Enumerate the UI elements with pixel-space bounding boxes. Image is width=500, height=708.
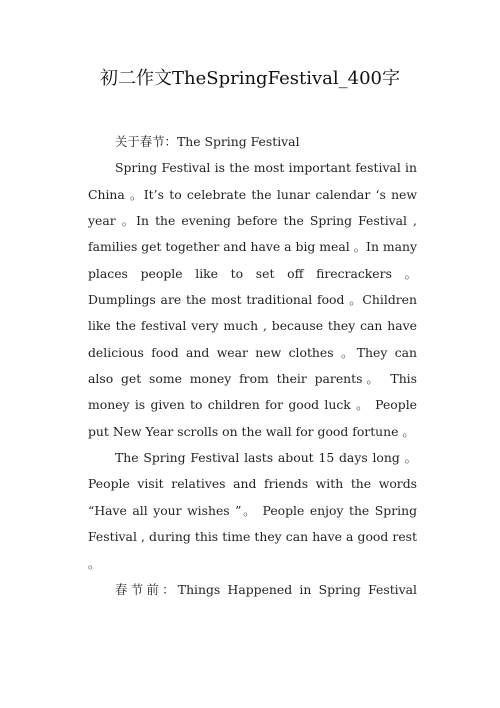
paragraph-spring-festival-duration: The Spring Festival lasts about 15 days long 。People visit relatives and friends with the words “Have all your wishes ”。 People enjoy the Spring Festival , during this time they can have a good rest 。 [88, 450, 417, 571]
section-heading-before: 春节前：Things Happened in Spring Festival [115, 581, 417, 597]
document-body [88, 129, 417, 603]
paragraph-spring-festival-intro: Spring Festival is the most important festival in China 。It’s to celebrate the lunar calendar ‘s new year 。In the evening before the Spring Festival , families get together and have a big meal 。In many places people like to set off firecrackers 。Dumplings are the most traditional food 。Children like the festival very much , because they can have delicious food and wear new clothes 。They can also get some money from their parents。 This money is given to children for good luck 。 People put New Year scrolls on the wall for good fortune 。 [88, 160, 417, 439]
section-heading-about: 关于春节：The Spring Festival [115, 134, 300, 149]
document-title: 初二作文TheSpringFestival_400字 [100, 68, 400, 89]
